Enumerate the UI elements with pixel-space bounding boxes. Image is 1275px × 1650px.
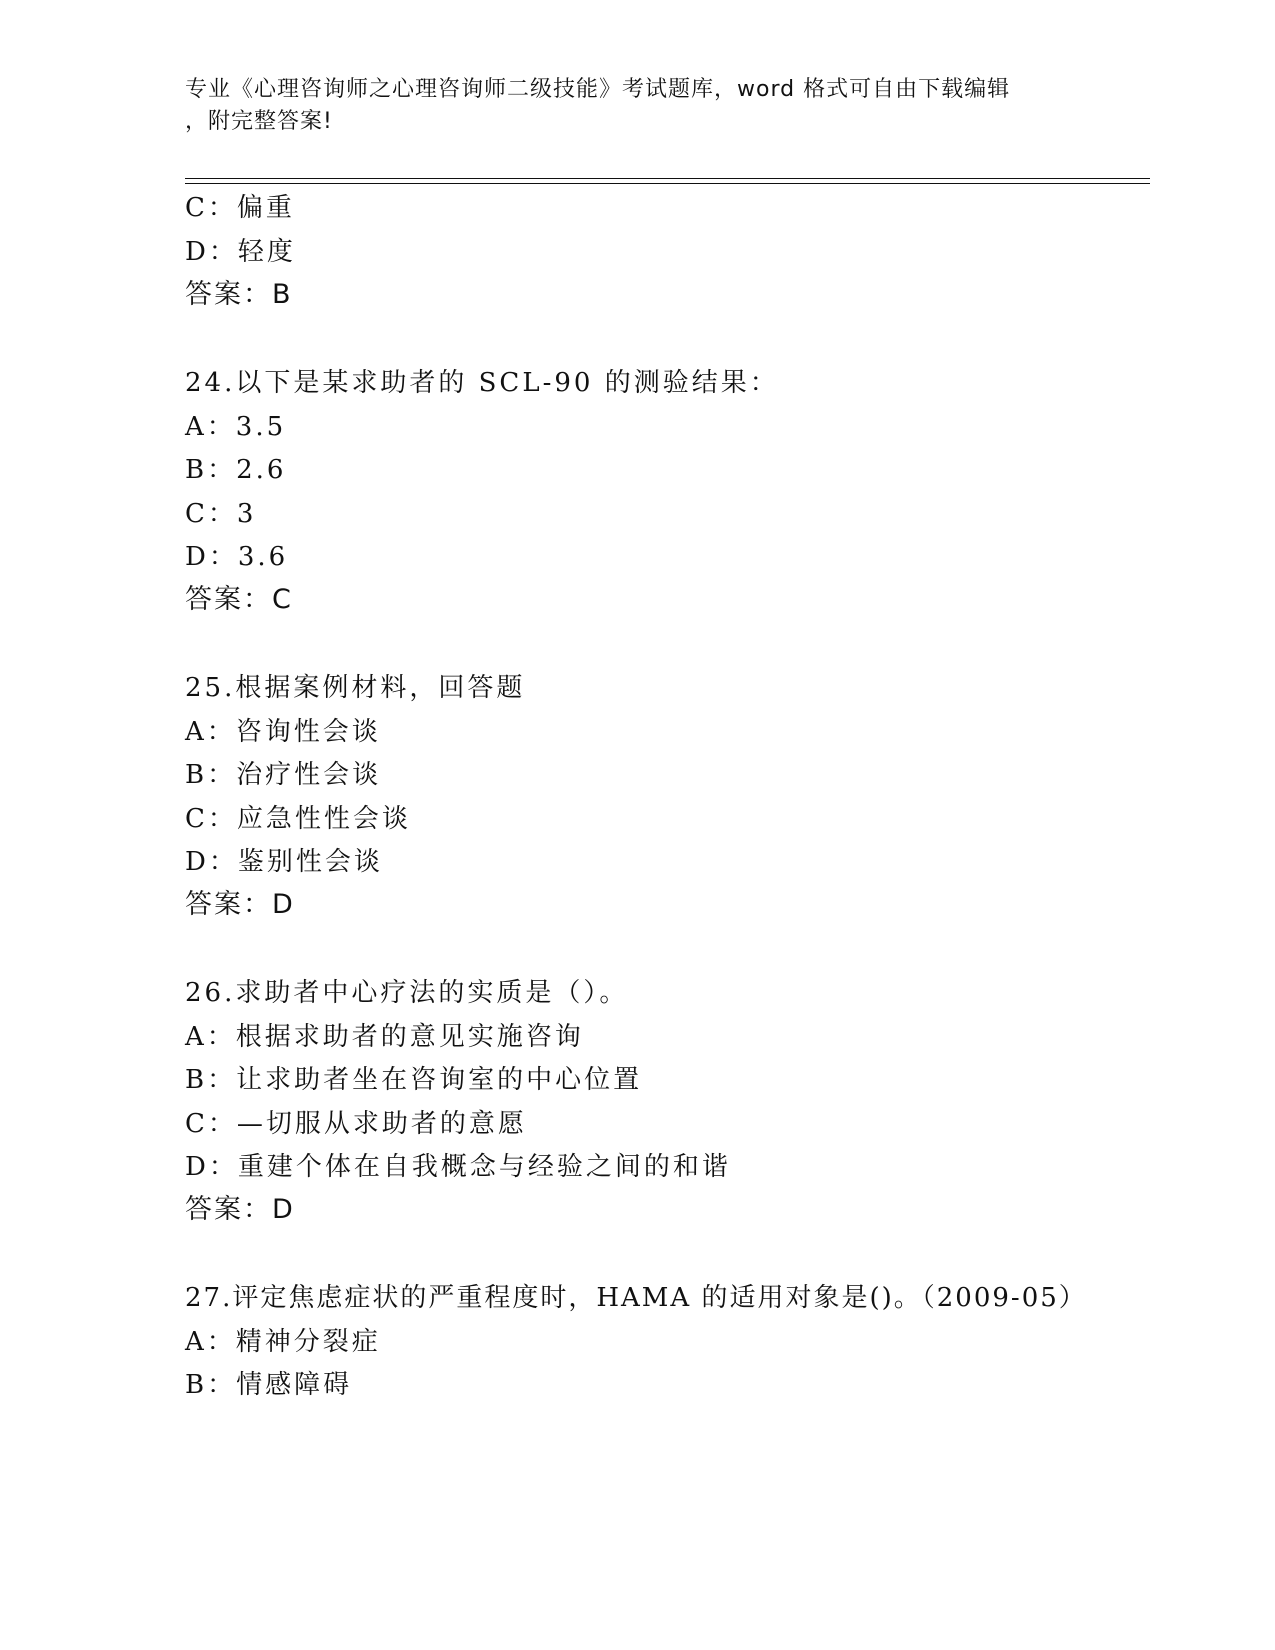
q27-option-b: B：情感障碍 [185,1370,353,1400]
document-header [185,74,1065,138]
q27-option-a: A：精神分裂症 [185,1327,381,1357]
q24-option-c: C：3 [185,499,257,529]
q25-question: 25.根据案例材料，回答题 [185,673,526,703]
header-line-1: 专业《心理咨询师之心理咨询师二级技能》考试题库，word 格式可自由下载编辑 [185,77,1011,102]
q25-option-c: C：应急性性会谈 [185,804,411,834]
q26-option-c: C：—切服从求助者的意愿 [185,1109,527,1139]
q23-option-c: C：偏重 [185,193,295,223]
q26-option-d: D：重建个体在自我概念与经验之间的和谐 [185,1152,731,1182]
q23-option-d: D：轻度 [185,237,296,267]
q24-option-b: B：2.6 [185,455,287,485]
q26-option-a: A：根据求助者的意见实施咨询 [185,1022,584,1052]
q26-question: 26.求助者中心疗法的实质是（）。 [185,978,629,1008]
header-divider-top [185,178,1150,179]
q25-option-b: B：治疗性会谈 [185,760,382,790]
q26-answer: 答案：D [185,1194,295,1225]
q27-question: 27.评定焦虑症状的严重程度时，HAMA 的适用对象是()。（2009-05） [185,1283,1087,1313]
q26-option-b: B：让求助者坐在咨询室的中心位置 [185,1065,643,1095]
q24-answer: 答案：C [185,584,293,615]
q23-answer: 答案：B [185,279,293,310]
q24-option-d: D：3.6 [185,542,289,572]
header-divider-bottom [185,183,1150,184]
header-line-2: ，附完整答案! [185,109,333,134]
q24-option-a: A：3.5 [185,412,287,442]
q25-option-d: D：鉴别性会谈 [185,847,383,877]
q25-answer: 答案：D [185,889,295,920]
q25-option-a: A：咨询性会谈 [185,717,381,747]
q24-question: 24.以下是某求助者的 SCL-90 的测验结果： [185,368,779,398]
